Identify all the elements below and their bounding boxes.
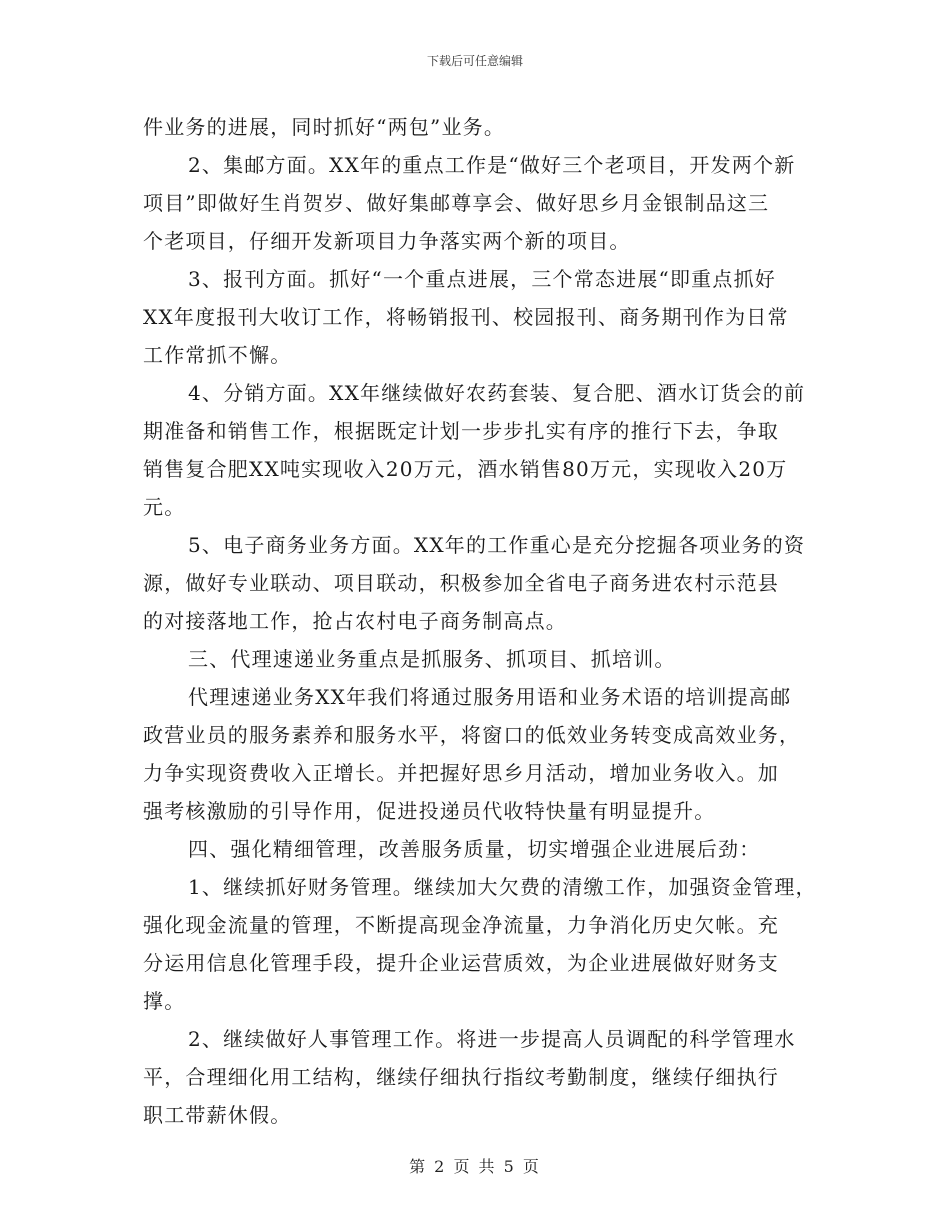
text-line: 强化现金流量的管理，不断提高现金净流量，力争消化历史欠帐。充 bbox=[143, 913, 779, 937]
section-heading: 四、强化精细管理，改善服务质量，切实增强企业进展后劲： bbox=[188, 837, 761, 861]
text-line: 强考核激励的引导作用，促进投递员代收特快量有明显提升。 bbox=[143, 799, 716, 823]
document-body bbox=[143, 108, 823, 1134]
paragraph-start: 2、集邮方面。XX年的重点工作是“做好三个老项目，开发两个新 bbox=[188, 153, 796, 177]
paragraph-start: 3、报刊方面。抓好“一个重点进展，三个常态进展“即重点抓好 bbox=[188, 267, 776, 291]
text-line: 期准备和销售工作，根据既定计划一步步扎实有序的推行下去，争取 bbox=[143, 419, 779, 443]
paragraph-start: 4、分销方面。XX年继续做好农药套装、复合肥、酒水订货会的前 bbox=[188, 381, 806, 405]
text-line: 元。 bbox=[143, 495, 186, 519]
text-line: 件业务的进展，同时抓好“两包”业务。 bbox=[143, 115, 506, 139]
text-line: 个老项目，仔细开发新项目力争落实两个新的项目。 bbox=[143, 229, 631, 253]
text-line: 撑。 bbox=[143, 989, 186, 1013]
text-line: 分运用信息化管理手段，提升企业运营质效，为企业进展做好财务支 bbox=[143, 951, 779, 975]
text-line: 政营业员的服务素养和服务水平，将窗口的低效业务转变成高效业务， bbox=[143, 723, 801, 747]
text-line: 职工带薪休假。 bbox=[143, 1103, 292, 1127]
text-line: 工作常抓不懈。 bbox=[143, 343, 292, 367]
paragraph-start: 1、继续抓好财务管理。继续加大欠费的清缴工作，加强资金管理， bbox=[188, 875, 817, 899]
text-line: 源，做好专业联动、项目联动，积极参加全省电子商务进农村示范县 bbox=[143, 571, 779, 595]
section-heading: 三、代理速递业务重点是抓服务、抓项目、抓培训。 bbox=[188, 647, 676, 671]
page-number: 第 2 页 共 5 页 bbox=[409, 1157, 541, 1176]
text-line: XX年度报刊大收订工作，将畅销报刊、校园报刊、商务期刊作为日常 bbox=[143, 305, 789, 329]
page-header: 下载后可任意编辑 bbox=[426, 54, 523, 68]
text-line: 的对接落地工作，抢占农村电子商务制高点。 bbox=[143, 609, 567, 633]
paragraph-start: 代理速递业务XX年我们将通过服务用语和业务术语的培训提高邮 bbox=[188, 685, 792, 709]
text-line: 力争实现资费收入正增长。并把握好思乡月活动，增加业务收入。加 bbox=[143, 761, 779, 785]
text-line: 销售复合肥XX吨实现收入20万元，酒水销售80万元，实现收入20万 bbox=[143, 457, 788, 481]
text-line: 项目”即做好生肖贺岁、做好集邮尊享会、做好思乡月金银制品这三 bbox=[143, 191, 770, 215]
paragraph-start: 5、电子商务业务方面。XX年的工作重心是充分挖掘各项业务的资 bbox=[188, 533, 806, 557]
text-line: 平，合理细化用工结构，继续仔细执行指纹考勤制度，继续仔细执行 bbox=[143, 1065, 779, 1089]
paragraph-start: 2、继续做好人事管理工作。将进一步提高人员调配的科学管理水 bbox=[188, 1027, 796, 1051]
